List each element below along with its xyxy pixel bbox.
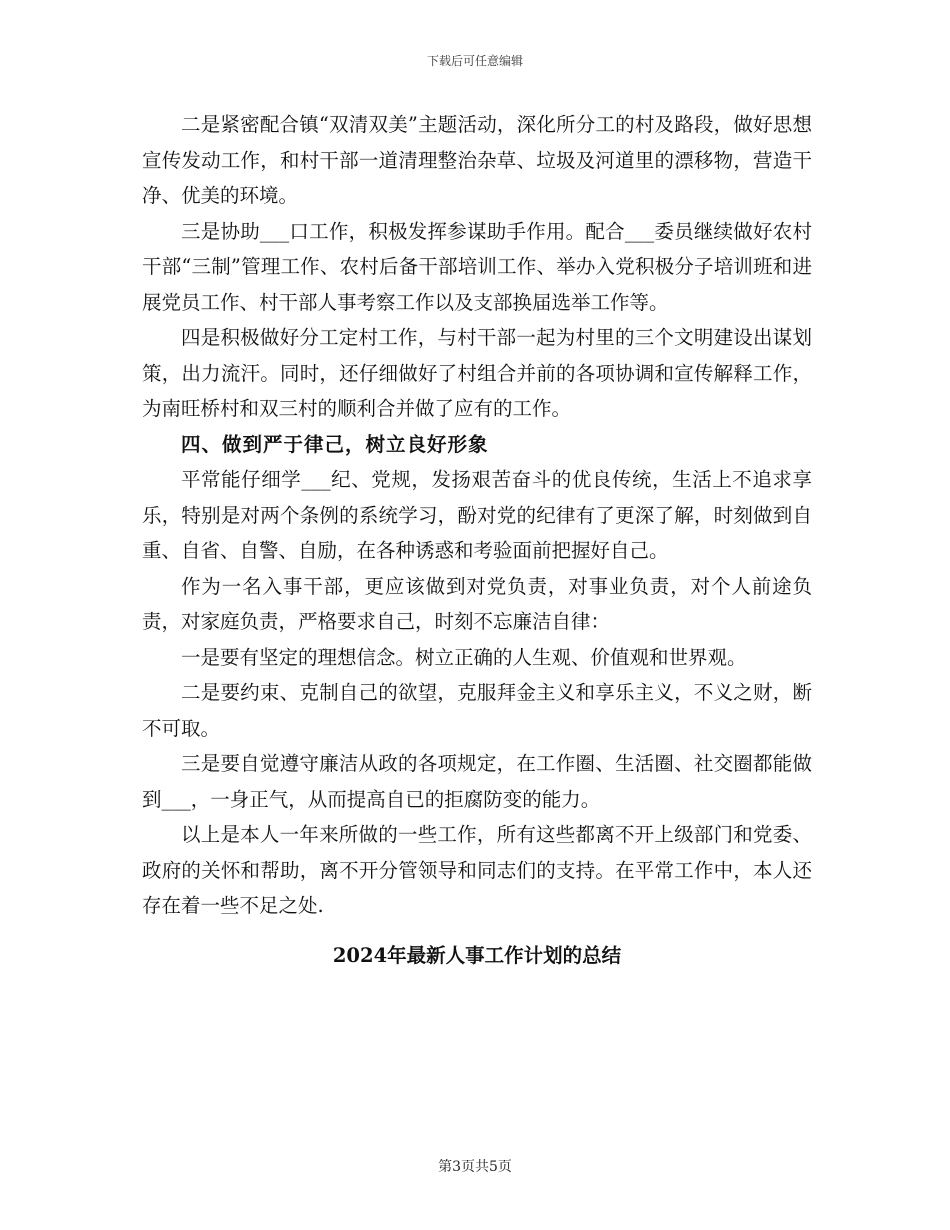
paragraph-7: 二是要约束、克制自己的欲望，克服拜金主义和享乐主义，不义之财，断不可取。 [142, 681, 812, 740]
section-heading-4: 四、做到严于律己，树立良好形象 [181, 432, 489, 456]
paragraph-8: 三是要自觉遵守廉洁从政的各项规定，在工作圈、生活圈、社交圈都能做到___，一身正气，从而提高自已的拒腐防变的能力。 [142, 752, 812, 811]
page-header-note: 下载后可任意编辑 [426, 54, 523, 68]
paragraph-2: 三是协助___口工作，积极发挥参谋助手作用。配合___委员继续做好农村干部“三制”管理工作、农村后备干部培训工作、举办入党积极分子培训班和进展党员工作、村干部人事考察工作以及支部换届选举工作等。 [142, 219, 812, 314]
paragraph-3: 四是积极做好分工定村工作，与村干部一起为村里的三个文明建设出谋划策，出力流汗。同时，还仔细做好了村组合并前的各项协调和宣传解释工作，为南旺桥村和双三村的顺利合并做了应有的工作。 [142, 326, 812, 420]
paragraph-9: 以上是本人一年来所做的一些工作，所有这些都离不开上级部门和党委、政府的关怀和帮助，离不开分管领导和同志们的支持。在平常工作中，本人还存在着一些不足之处. [142, 823, 812, 917]
document-body [142, 107, 812, 973]
page-number-footer: 第3页共5页 [438, 1159, 512, 1175]
paragraph-1: 二是紧密配合镇“双清双美”主题活动，深化所分工的村及路段，做好思想宣传发动工作，和村干部一道清理整治杂草、垃圾及河道里的漂移物，营造干净、优美的环境。 [142, 113, 812, 207]
paragraph-4: 平常能仔细学___纪、党规，发扬艰苦奋斗的优良传统，生活上不追求享乐，特别是对两个条例的系统学习，酚对党的纪律有了更深了解，时刻做到自重、自省、自警、自励，在各种诱惑和考验面前把握好自己。 [142, 468, 812, 562]
paragraph-6: 一是要有坚定的理想信念。树立正确的人生观、价值观和世界观。 [181, 645, 747, 669]
document-title: 2024年最新人事工作计划的总结 [332, 943, 622, 967]
paragraph-5: 作为一名入事干部，更应该做到对党负责，对事业负责，对个人前途负责，对家庭负责，严格要求自己，时刻不忘廉洁自律： [142, 574, 812, 633]
